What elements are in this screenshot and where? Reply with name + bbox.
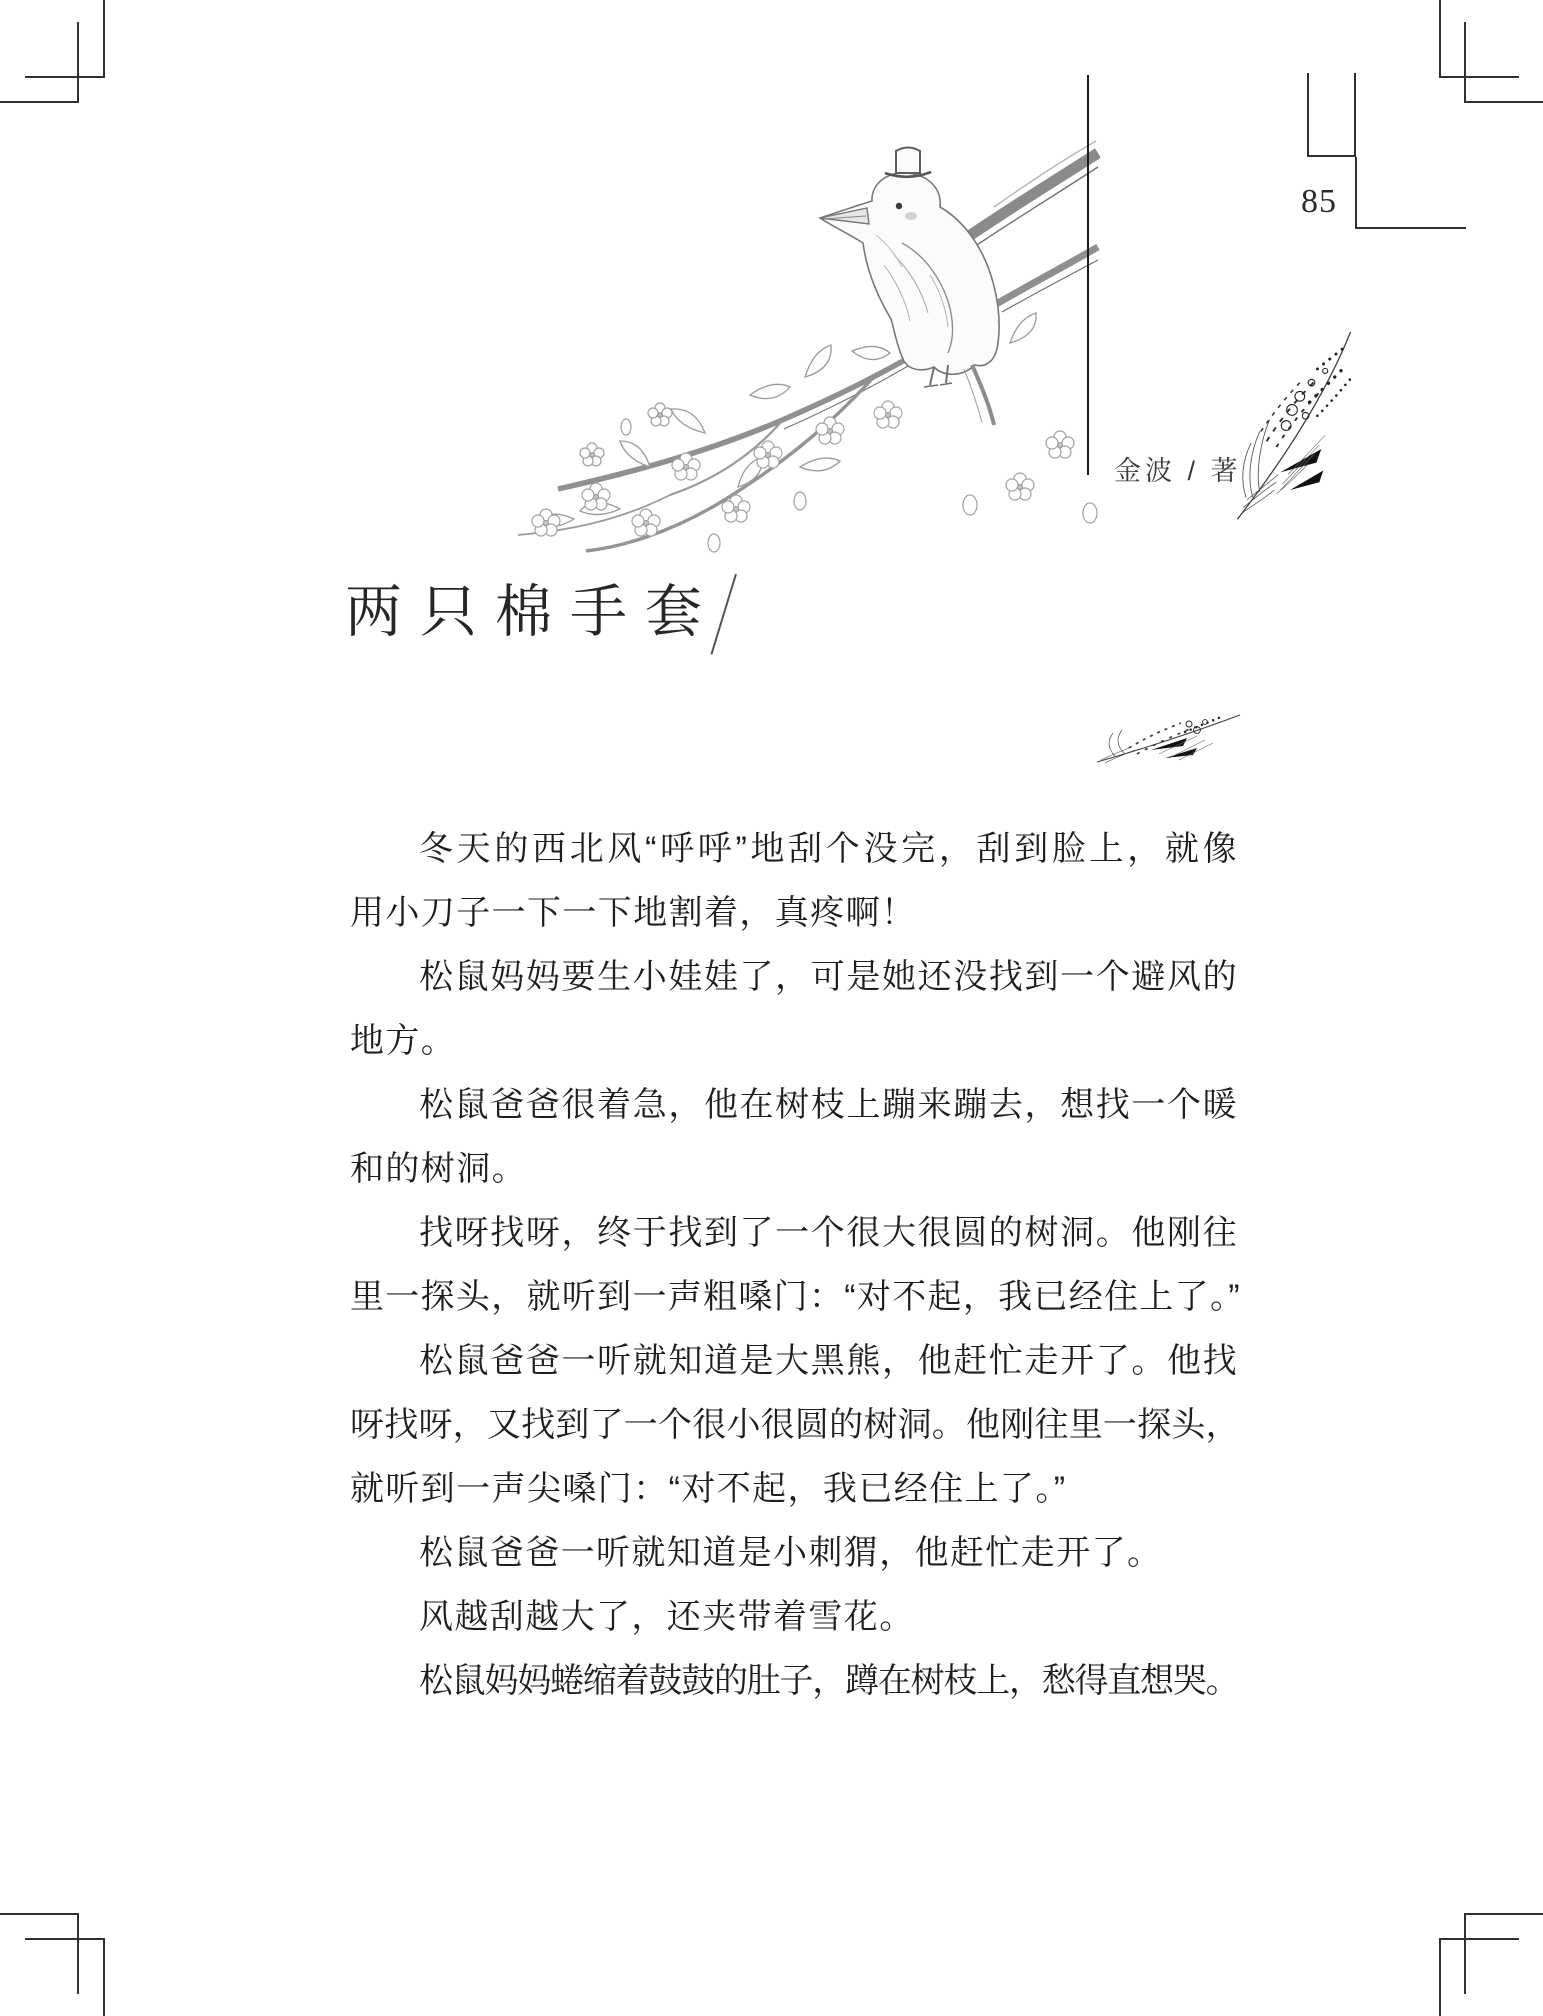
author-byline: 金波 / 著: [1114, 456, 1242, 486]
corner-mark-top-right-inner: [1464, 22, 1543, 103]
chapter-title-row: [345, 566, 720, 644]
text-line: 和的树洞。: [350, 1150, 527, 1188]
bird-on-blossom-branch-illustration: [500, 115, 1100, 555]
text-line: 呀找呀，又找到了一个很小很圆的树洞。他刚往里一探头，: [350, 1406, 1238, 1444]
text-line: 地方。: [350, 1022, 457, 1060]
text-line: 松鼠妈妈要生小娃娃了，可是她还没找到一个避风的: [419, 958, 1238, 996]
text-line: 松鼠爸爸很着急，他在树枝上蹦来蹦去，想找一个暖: [419, 1086, 1238, 1124]
page-number-ornament-tail: [1355, 157, 1466, 229]
corner-mark-bottom-left-inner: [0, 1913, 79, 1994]
text-line: 找呀找呀，终于找到了一个很大很圆的树洞。他刚往: [419, 1214, 1238, 1252]
text-line: 冬天的西北风“呼呼”地刮个没完，刮到脸上，就像: [419, 830, 1238, 868]
body-text: [350, 817, 1238, 1713]
text-line: 风越刮越大了，还夹带着雪花。: [419, 1598, 915, 1636]
vertical-rule: [1087, 75, 1089, 475]
chapter-title: 两只棉手套: [345, 580, 720, 644]
page-number: 85: [1301, 183, 1337, 220]
large-feather-illustration: [1222, 326, 1362, 531]
text-line: 松鼠妈妈蜷缩着鼓鼓的肚子，蹲在树枝上，愁得直想哭。: [419, 1662, 1238, 1700]
text-line: 里一探头，就听到一声粗嗓门：“对不起，我已经住上了。”: [350, 1278, 1238, 1316]
text-line: 用小刀子一下一下地割着，真疼啊！: [350, 894, 917, 932]
text-line: 松鼠爸爸一听就知道是大黑熊，他赶忙走开了。他找: [419, 1342, 1238, 1380]
text-line: 就听到一声尖嗓门：“对不起，我已经住上了。”: [350, 1470, 1067, 1508]
page-number-ornament-bracket: [1307, 73, 1356, 157]
corner-mark-top-left-inner: [0, 22, 79, 103]
text-line: 松鼠爸爸一听就知道是小刺猬，他赶忙走开了。: [419, 1534, 1163, 1572]
corner-mark-bottom-right-inner: [1464, 1913, 1543, 1994]
small-feather-illustration: [1093, 706, 1243, 768]
